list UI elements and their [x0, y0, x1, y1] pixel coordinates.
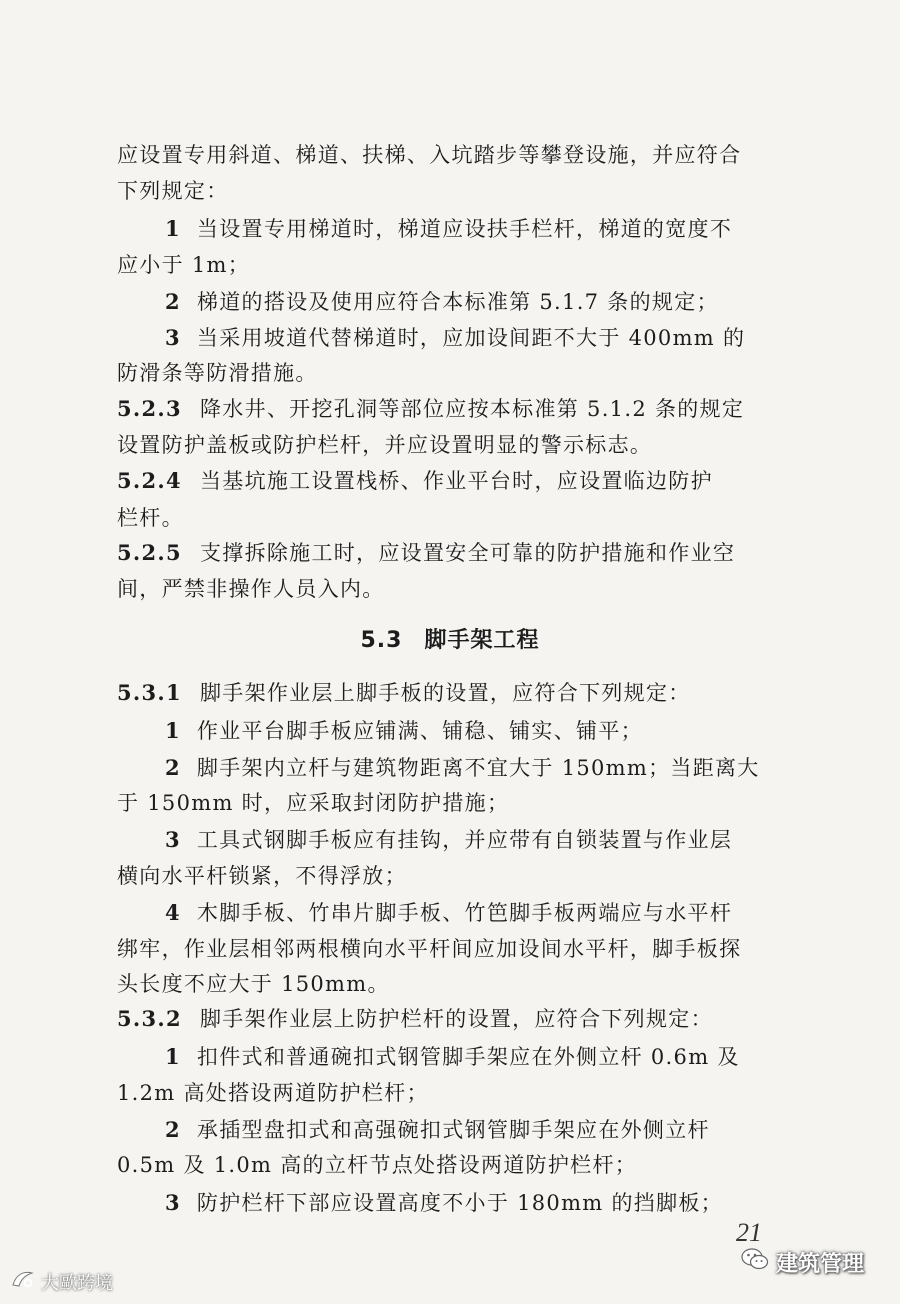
text-line: 应小于 1m； — [117, 253, 251, 277]
item-number: 4 — [165, 900, 181, 925]
item-number: 2 — [165, 289, 181, 314]
text-line: 设置防护盖板或防护栏杆，并应设置明显的警示标志。 — [117, 433, 653, 457]
clause-number: 5.2.4 — [117, 468, 182, 493]
list-item: 4 木脚手板、竹串片脚手板、竹笆脚手板两端应与水平杆 — [165, 900, 733, 925]
clause-line: 5.3.1 脚手架作业层上脚手板的设置，应符合下列规定： — [117, 680, 691, 705]
text-line: 1.2m 高处搭设两道防护栏杆； — [117, 1081, 429, 1105]
clause-number: 5.3.2 — [117, 1006, 182, 1031]
text-line: 应设置专用斜道、梯道、扶梯、入坑踏步等攀登设施，并应符合 — [117, 143, 742, 167]
clause-line: 5.2.5 支撑拆除施工时，应设置安全可靠的防护措施和作业空 — [117, 540, 736, 565]
text-line: 于 150mm 时，应采取封闭防护措施； — [117, 791, 510, 815]
clause-line: 5.2.3 降水井、开挖孔洞等部位应按本标准第 5.1.2 条的规定 — [117, 396, 745, 421]
text-line: 横向水平杆锁紧，不得浮放； — [117, 864, 407, 888]
text-line: 下列规定： — [117, 179, 229, 203]
item-number: 3 — [165, 1190, 181, 1215]
section-title: 脚手架工程 — [424, 628, 540, 653]
text-line: 防滑条等防滑措施。 — [117, 361, 318, 385]
brand-logo-icon — [10, 1268, 36, 1295]
watermark-right-text: 建筑管理 — [776, 1251, 865, 1277]
list-item: 2 承插型盘扣式和高强碗扣式钢管脚手架应在外侧立杆 — [165, 1117, 710, 1142]
watermark-left — [10, 1268, 113, 1295]
section-number: 5.3 — [360, 628, 403, 653]
clause-number: 5.3.1 — [117, 680, 182, 705]
clause-number: 5.2.3 — [117, 396, 182, 421]
item-number: 2 — [165, 1117, 181, 1142]
list-item: 1 当设置专用梯道时，梯道应设扶手栏杆，梯道的宽度不 — [165, 216, 733, 241]
watermark-left-text: 大歐跨境 — [41, 1272, 113, 1294]
item-number: 1 — [165, 718, 181, 743]
text-line: 间，严禁非操作人员入内。 — [117, 577, 385, 601]
list-item: 3 当采用坡道代替梯道时，应加设间距不大于 400mm 的 — [165, 325, 746, 350]
text-line: 头长度不应大于 150mm。 — [117, 972, 390, 996]
clause-line: 5.3.2 脚手架作业层上防护栏杆的设置，应符合下列规定： — [117, 1006, 713, 1031]
item-number: 3 — [165, 827, 181, 852]
text-line: 0.5m 及 1.0m 高的立杆节点处搭设两道防护栏杆； — [117, 1153, 638, 1177]
list-item: 1 扣件式和普通碗扣式钢管脚手架应在外侧立杆 0.6m 及 — [165, 1044, 740, 1069]
text-line: 栏杆。 — [117, 506, 184, 530]
watermark-right — [740, 1246, 864, 1278]
item-number: 1 — [165, 1044, 181, 1069]
item-number: 3 — [165, 325, 181, 350]
clause-number: 5.2.5 — [117, 540, 182, 565]
text-line: 绑牢，作业层相邻两根横向水平杆间应加设间水平杆，脚手板探 — [117, 937, 742, 961]
list-item: 3 工具式钢脚手板应有挂钩，并应带有自锁装置与作业层 — [165, 827, 733, 852]
list-item: 2 脚手架内立杆与建筑物距离不宜大于 150mm；当距离大 — [165, 755, 760, 780]
list-item: 3 防护栏杆下部应设置高度不小于 180mm 的挡脚板； — [165, 1190, 723, 1215]
list-item: 2 梯道的搭设及使用应符合本标准第 5.1.7 条的规定； — [165, 289, 719, 314]
section-heading — [0, 626, 900, 656]
item-number: 2 — [165, 755, 181, 780]
item-number: 1 — [165, 216, 181, 241]
clause-line: 5.2.4 当基坑施工设置栈桥、作业平台时，应设置临边防护 — [117, 468, 713, 493]
page-number: 21 — [736, 1218, 762, 1247]
wechat-icon — [740, 1246, 770, 1278]
list-item: 1 作业平台脚手板应铺满、铺稳、铺实、铺平； — [165, 718, 643, 743]
